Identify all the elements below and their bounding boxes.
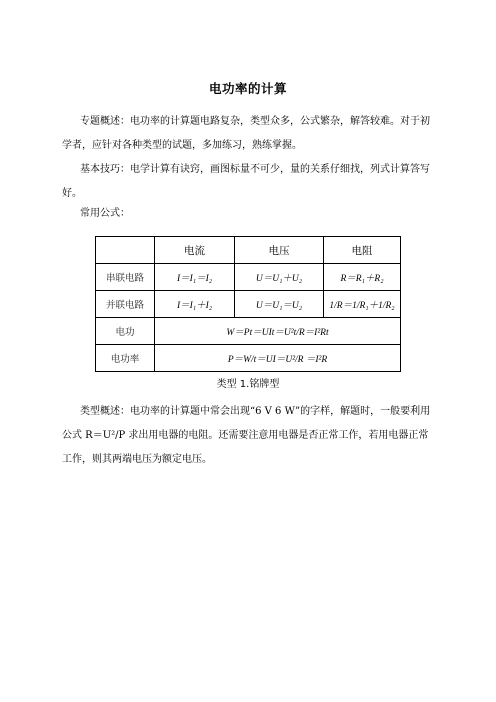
table-row-parallel bbox=[96, 291, 401, 318]
header-empty-cell bbox=[96, 237, 155, 264]
topic-overview-text: 电功率的计算题电路复杂，类型众多，公式繁杂，解答较难。对于初学者，应针对各种类型的试题，多加练习，熟练掌握。 bbox=[62, 116, 430, 151]
series-resistance: R＝R₁＋R₂ bbox=[324, 264, 401, 291]
formula-table bbox=[95, 236, 401, 372]
table-row-series bbox=[96, 264, 401, 291]
table-row-work bbox=[96, 318, 401, 345]
type-overview-label: 类型概述： bbox=[80, 406, 130, 417]
series-voltage: U＝U₁＋U₂ bbox=[235, 264, 324, 291]
topic-overview-label: 专题概述： bbox=[80, 116, 130, 127]
work-formula: W＝Pt＝UIt＝U²t/R＝I²Rt bbox=[155, 318, 401, 345]
table-header-row bbox=[96, 237, 401, 264]
row-name-parallel: 并联电路 bbox=[96, 291, 155, 318]
header-resistance: 电阻 bbox=[324, 237, 401, 264]
basic-skills-text: 电学计算有诀窍，画图标量不可少，量的关系仔细找，列式计算答写好。 bbox=[62, 164, 430, 199]
series-current: I＝I₁＝I₂ bbox=[155, 264, 235, 291]
topic-overview-paragraph bbox=[62, 110, 438, 158]
type-caption: 类型 1.铭牌型 bbox=[216, 379, 280, 390]
parallel-voltage: U＝U₁＝U₂ bbox=[235, 291, 324, 318]
header-current: 电流 bbox=[155, 237, 235, 264]
table-row-power bbox=[96, 345, 401, 372]
parallel-resistance: 1/R＝1/R₁＋1/R₂ bbox=[324, 291, 401, 318]
type-overview-paragraph bbox=[62, 400, 438, 472]
type-overview-text: 电功率的计算题中常会出现“6 V 6 W”的字样，解题时，一般要利用公式 R＝U²/P 求出用电器的电阻。还需要注意用电器是否正常工作，若用电器正常工作，则其两端电压为额定电压。 bbox=[62, 406, 431, 465]
row-name-power: 电功率 bbox=[96, 345, 155, 372]
page-title: 电功率的计算 bbox=[208, 81, 287, 96]
basic-skills-paragraph bbox=[62, 158, 438, 206]
formulas-label: 常用公式： bbox=[80, 208, 130, 219]
row-name-series: 串联电路 bbox=[96, 264, 155, 291]
power-formula: P＝W/t＝UI＝U²/R ＝I²R bbox=[155, 345, 401, 372]
row-name-work: 电功 bbox=[96, 318, 155, 345]
parallel-current: I＝I₁＋I₂ bbox=[155, 291, 235, 318]
basic-skills-label: 基本技巧： bbox=[80, 164, 130, 175]
formulas-heading bbox=[62, 202, 438, 226]
header-voltage: 电压 bbox=[235, 237, 324, 264]
